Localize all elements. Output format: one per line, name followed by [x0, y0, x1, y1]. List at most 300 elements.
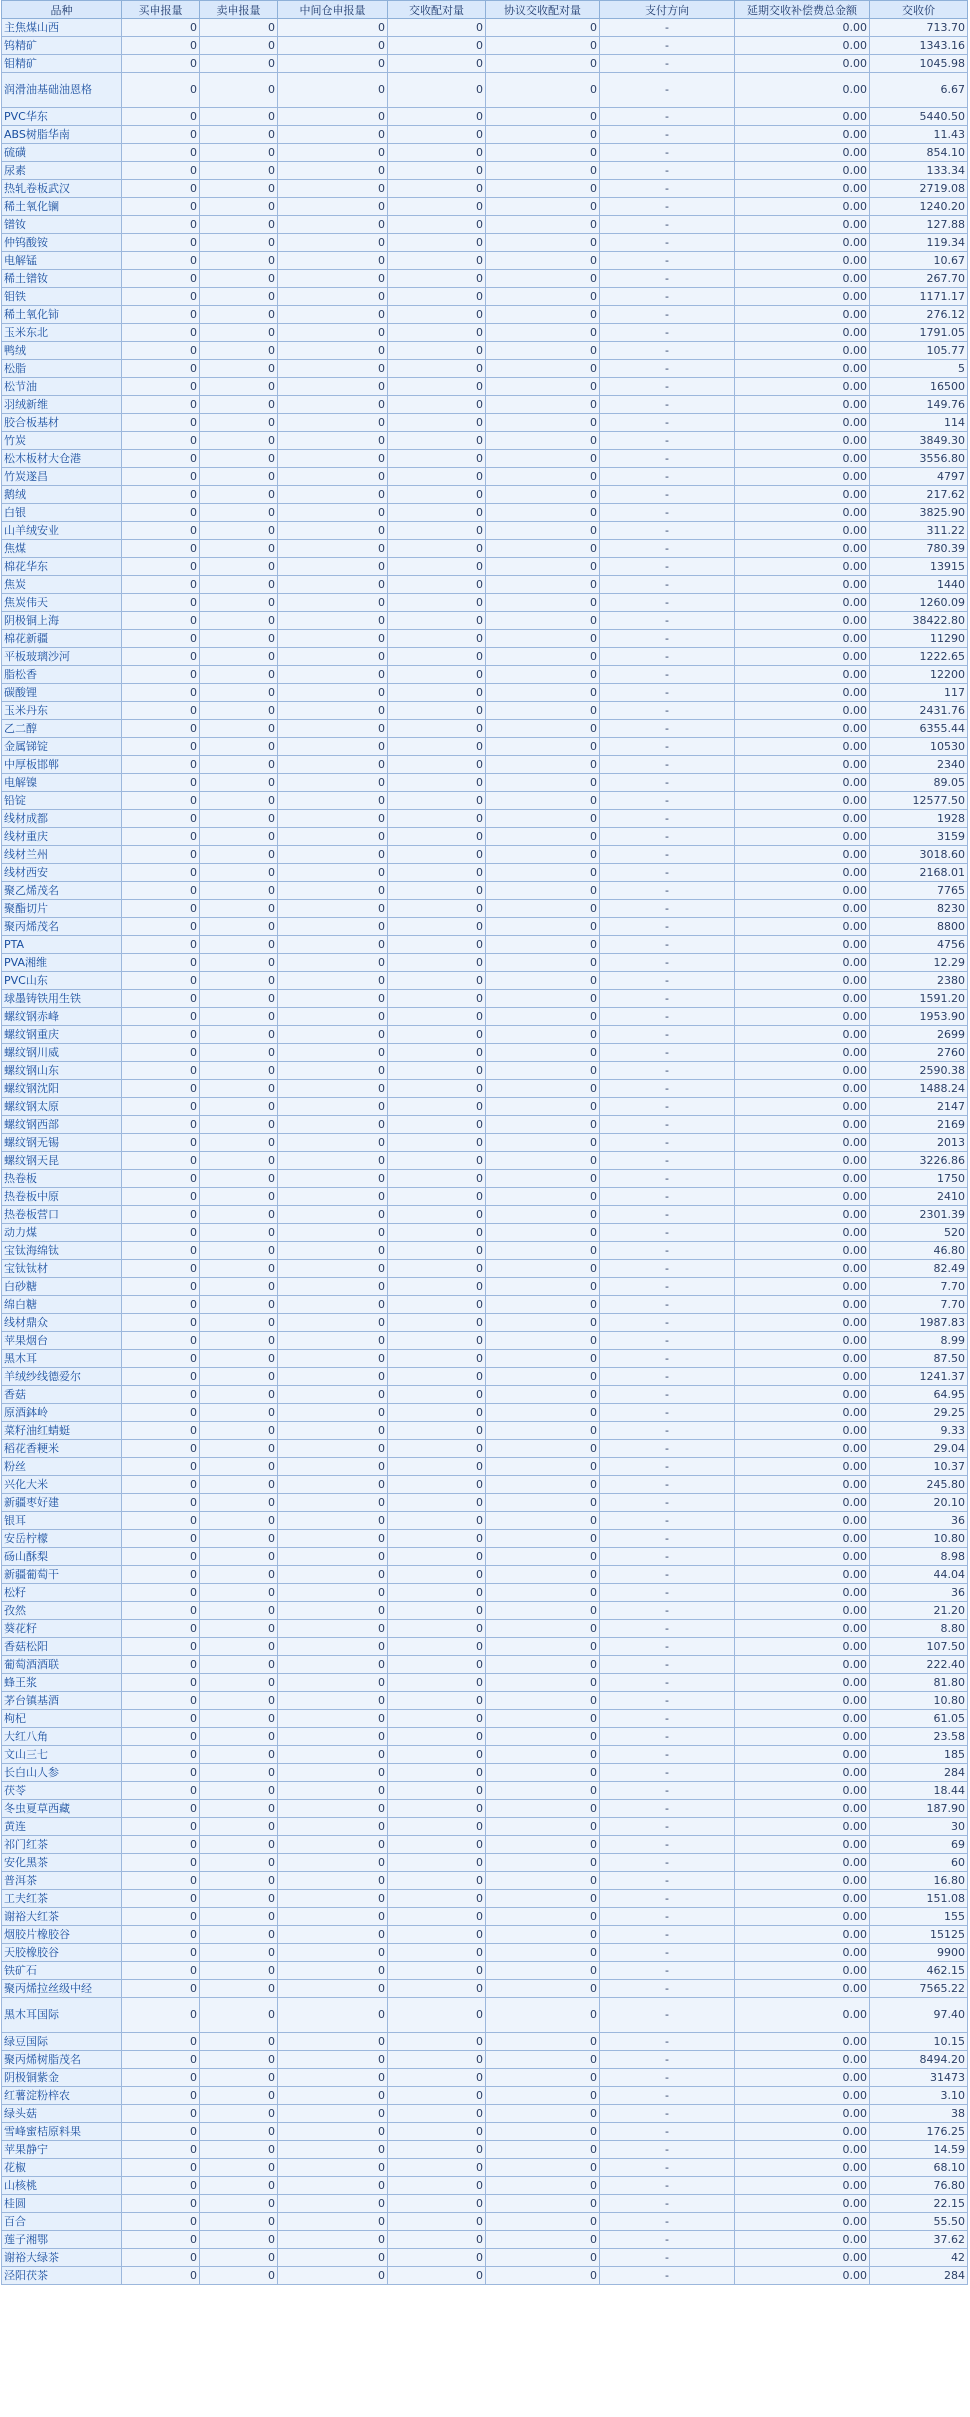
buy-declared-cell: 0 [122, 1386, 200, 1404]
deferred-compensation-cell: 0.00 [735, 1602, 870, 1620]
sell-declared-cell: 0 [200, 450, 278, 468]
deferred-compensation-cell: 0.00 [735, 594, 870, 612]
sell-declared-cell: 0 [200, 864, 278, 882]
table-row [2, 1224, 968, 1242]
agreement-matched-cell: 0 [486, 1296, 600, 1314]
table-row [2, 1944, 968, 1962]
intermediate-declared-cell: 0 [278, 900, 388, 918]
buy-declared-cell: 0 [122, 1134, 200, 1152]
deferred-compensation-cell: 0.00 [735, 1098, 870, 1116]
payment-direction-cell: - [600, 126, 735, 144]
settlement-price-cell: 105.77 [870, 342, 968, 360]
variety-cell: 碳酸锂 [2, 684, 122, 702]
table-row [2, 306, 968, 324]
settlement-price-cell: 97.40 [870, 1998, 968, 2033]
settlement-price-cell: 2013 [870, 1134, 968, 1152]
payment-direction-cell: - [600, 1350, 735, 1368]
header-intermediate-declared: 中间仓申报量 [278, 1, 388, 19]
table-row [2, 486, 968, 504]
intermediate-declared-cell: 0 [278, 2105, 388, 2123]
settlement-price-cell: 176.25 [870, 2123, 968, 2141]
payment-direction-cell: - [600, 288, 735, 306]
sell-declared-cell: 0 [200, 1692, 278, 1710]
buy-declared-cell: 0 [122, 630, 200, 648]
deferred-compensation-cell: 0.00 [735, 1746, 870, 1764]
sell-declared-cell: 0 [200, 1134, 278, 1152]
settlement-price-cell: 119.34 [870, 234, 968, 252]
table-row [2, 1998, 968, 2033]
table-row [2, 1962, 968, 1980]
deferred-compensation-cell: 0.00 [735, 108, 870, 126]
buy-declared-cell: 0 [122, 1584, 200, 1602]
intermediate-declared-cell: 0 [278, 1170, 388, 1188]
settlement-price-cell: 7.70 [870, 1278, 968, 1296]
payment-direction-cell: - [600, 576, 735, 594]
table-row [2, 954, 968, 972]
settlement-price-cell: 107.50 [870, 1638, 968, 1656]
payment-direction-cell: - [600, 1764, 735, 1782]
sell-declared-cell: 0 [200, 1818, 278, 1836]
deferred-compensation-cell: 0.00 [735, 252, 870, 270]
variety-cell: 尿素 [2, 162, 122, 180]
matched-volume-cell: 0 [388, 450, 486, 468]
delivery-settlement-table [1, 0, 968, 2285]
matched-volume-cell: 0 [388, 1836, 486, 1854]
deferred-compensation-cell: 0.00 [735, 2213, 870, 2231]
table-row [2, 1836, 968, 1854]
sell-declared-cell: 0 [200, 1080, 278, 1098]
payment-direction-cell: - [600, 1692, 735, 1710]
deferred-compensation-cell: 0.00 [735, 1908, 870, 1926]
intermediate-declared-cell: 0 [278, 1818, 388, 1836]
sell-declared-cell: 0 [200, 1908, 278, 1926]
deferred-compensation-cell: 0.00 [735, 162, 870, 180]
buy-declared-cell: 0 [122, 2267, 200, 2285]
buy-declared-cell: 0 [122, 1548, 200, 1566]
agreement-matched-cell: 0 [486, 1530, 600, 1548]
deferred-compensation-cell: 0.00 [735, 684, 870, 702]
matched-volume-cell: 0 [388, 1566, 486, 1584]
agreement-matched-cell: 0 [486, 1890, 600, 1908]
variety-cell: 铁矿石 [2, 1962, 122, 1980]
table-row [2, 1044, 968, 1062]
agreement-matched-cell: 0 [486, 684, 600, 702]
variety-cell: 工夫红茶 [2, 1890, 122, 1908]
sell-declared-cell: 0 [200, 1332, 278, 1350]
intermediate-declared-cell: 0 [278, 2051, 388, 2069]
intermediate-declared-cell: 0 [278, 450, 388, 468]
matched-volume-cell: 0 [388, 1008, 486, 1026]
payment-direction-cell: - [600, 1602, 735, 1620]
buy-declared-cell: 0 [122, 1080, 200, 1098]
sell-declared-cell: 0 [200, 2123, 278, 2141]
agreement-matched-cell: 0 [486, 162, 600, 180]
agreement-matched-cell: 0 [486, 1116, 600, 1134]
agreement-matched-cell: 0 [486, 1908, 600, 1926]
table-row [2, 900, 968, 918]
buy-declared-cell: 0 [122, 252, 200, 270]
buy-declared-cell: 0 [122, 1566, 200, 1584]
buy-declared-cell: 0 [122, 882, 200, 900]
table-row [2, 1080, 968, 1098]
agreement-matched-cell: 0 [486, 1008, 600, 1026]
table-row [2, 126, 968, 144]
buy-declared-cell: 0 [122, 1908, 200, 1926]
settlement-price-cell: 4756 [870, 936, 968, 954]
matched-volume-cell: 0 [388, 360, 486, 378]
intermediate-declared-cell: 0 [278, 2249, 388, 2267]
matched-volume-cell: 0 [388, 2195, 486, 2213]
variety-cell: 兴化大米 [2, 1476, 122, 1494]
matched-volume-cell: 0 [388, 1602, 486, 1620]
deferred-compensation-cell: 0.00 [735, 1458, 870, 1476]
agreement-matched-cell: 0 [486, 1134, 600, 1152]
intermediate-declared-cell: 0 [278, 1674, 388, 1692]
deferred-compensation-cell: 0.00 [735, 1314, 870, 1332]
agreement-matched-cell: 0 [486, 864, 600, 882]
settlement-price-cell: 1171.17 [870, 288, 968, 306]
table-row [2, 1926, 968, 1944]
deferred-compensation-cell: 0.00 [735, 1044, 870, 1062]
settlement-price-cell: 3226.86 [870, 1152, 968, 1170]
intermediate-declared-cell: 0 [278, 1008, 388, 1026]
intermediate-declared-cell: 0 [278, 2213, 388, 2231]
agreement-matched-cell: 0 [486, 1548, 600, 1566]
table-row [2, 180, 968, 198]
payment-direction-cell: - [600, 1044, 735, 1062]
buy-declared-cell: 0 [122, 2087, 200, 2105]
intermediate-declared-cell: 0 [278, 126, 388, 144]
sell-declared-cell: 0 [200, 270, 278, 288]
variety-cell: 螺纹钢太原 [2, 1098, 122, 1116]
intermediate-declared-cell: 0 [278, 468, 388, 486]
matched-volume-cell: 0 [388, 1188, 486, 1206]
agreement-matched-cell: 0 [486, 306, 600, 324]
buy-declared-cell: 0 [122, 378, 200, 396]
buy-declared-cell: 0 [122, 576, 200, 594]
deferred-compensation-cell: 0.00 [735, 972, 870, 990]
buy-declared-cell: 0 [122, 1494, 200, 1512]
intermediate-declared-cell: 0 [278, 1476, 388, 1494]
sell-declared-cell: 0 [200, 1926, 278, 1944]
matched-volume-cell: 0 [388, 2051, 486, 2069]
variety-cell: 主焦煤山西 [2, 19, 122, 37]
deferred-compensation-cell: 0.00 [735, 396, 870, 414]
sell-declared-cell: 0 [200, 234, 278, 252]
sell-declared-cell: 0 [200, 414, 278, 432]
deferred-compensation-cell: 0.00 [735, 234, 870, 252]
agreement-matched-cell: 0 [486, 198, 600, 216]
agreement-matched-cell: 0 [486, 756, 600, 774]
payment-direction-cell: - [600, 1908, 735, 1926]
sell-declared-cell: 0 [200, 1746, 278, 1764]
matched-volume-cell: 0 [388, 1260, 486, 1278]
matched-volume-cell: 0 [388, 1404, 486, 1422]
table-row [2, 990, 968, 1008]
payment-direction-cell: - [600, 2141, 735, 2159]
intermediate-declared-cell: 0 [278, 1116, 388, 1134]
variety-cell: 香菇 [2, 1386, 122, 1404]
deferred-compensation-cell: 0.00 [735, 1494, 870, 1512]
intermediate-declared-cell: 0 [278, 360, 388, 378]
variety-cell: 文山三七 [2, 1746, 122, 1764]
payment-direction-cell: - [600, 360, 735, 378]
agreement-matched-cell: 0 [486, 1242, 600, 1260]
table-row [2, 1872, 968, 1890]
matched-volume-cell: 0 [388, 1278, 486, 1296]
intermediate-declared-cell: 0 [278, 738, 388, 756]
payment-direction-cell: - [600, 1530, 735, 1548]
variety-cell: 热卷板营口 [2, 1206, 122, 1224]
sell-declared-cell: 0 [200, 702, 278, 720]
matched-volume-cell: 0 [388, 576, 486, 594]
deferred-compensation-cell: 0.00 [735, 468, 870, 486]
agreement-matched-cell: 0 [486, 2177, 600, 2195]
intermediate-declared-cell: 0 [278, 324, 388, 342]
agreement-matched-cell: 0 [486, 1278, 600, 1296]
table-row [2, 2123, 968, 2141]
sell-declared-cell: 0 [200, 216, 278, 234]
deferred-compensation-cell: 0.00 [735, 1386, 870, 1404]
table-row [2, 2033, 968, 2051]
payment-direction-cell: - [600, 972, 735, 990]
buy-declared-cell: 0 [122, 1530, 200, 1548]
deferred-compensation-cell: 0.00 [735, 810, 870, 828]
intermediate-declared-cell: 0 [278, 1350, 388, 1368]
payment-direction-cell: - [600, 2105, 735, 2123]
intermediate-declared-cell: 0 [278, 1872, 388, 1890]
table-row [2, 666, 968, 684]
matched-volume-cell: 0 [388, 1152, 486, 1170]
table-row [2, 1548, 968, 1566]
payment-direction-cell: - [600, 486, 735, 504]
intermediate-declared-cell: 0 [278, 2141, 388, 2159]
matched-volume-cell: 0 [388, 1458, 486, 1476]
variety-cell: 雪峰蜜桔原料果 [2, 2123, 122, 2141]
deferred-compensation-cell: 0.00 [735, 1962, 870, 1980]
settlement-price-cell: 36 [870, 1512, 968, 1530]
settlement-price-cell: 4797 [870, 468, 968, 486]
sell-declared-cell: 0 [200, 288, 278, 306]
payment-direction-cell: - [600, 1854, 735, 1872]
settlement-price-cell: 89.05 [870, 774, 968, 792]
payment-direction-cell: - [600, 252, 735, 270]
table-row [2, 1674, 968, 1692]
variety-cell: 聚丙烯树脂茂名 [2, 2051, 122, 2069]
sell-declared-cell: 0 [200, 2213, 278, 2231]
payment-direction-cell: - [600, 1656, 735, 1674]
buy-declared-cell: 0 [122, 162, 200, 180]
variety-cell: 稀土氧化铈 [2, 306, 122, 324]
table-row [2, 1854, 968, 1872]
buy-declared-cell: 0 [122, 19, 200, 37]
deferred-compensation-cell: 0.00 [735, 2051, 870, 2069]
settlement-price-cell: 3159 [870, 828, 968, 846]
sell-declared-cell: 0 [200, 2105, 278, 2123]
buy-declared-cell: 0 [122, 1890, 200, 1908]
payment-direction-cell: - [600, 1926, 735, 1944]
settlement-price-cell: 7765 [870, 882, 968, 900]
table-row [2, 1368, 968, 1386]
table-row [2, 270, 968, 288]
sell-declared-cell: 0 [200, 396, 278, 414]
buy-declared-cell: 0 [122, 2105, 200, 2123]
payment-direction-cell: - [600, 1980, 735, 1998]
payment-direction-cell: - [600, 1332, 735, 1350]
matched-volume-cell: 0 [388, 2177, 486, 2195]
sell-declared-cell: 0 [200, 1458, 278, 1476]
variety-cell: 聚乙烯茂名 [2, 882, 122, 900]
sell-declared-cell: 0 [200, 198, 278, 216]
table-row [2, 1494, 968, 1512]
buy-declared-cell: 0 [122, 180, 200, 198]
variety-cell: ABS树脂华南 [2, 126, 122, 144]
table-row [2, 360, 968, 378]
matched-volume-cell: 0 [388, 630, 486, 648]
agreement-matched-cell: 0 [486, 918, 600, 936]
buy-declared-cell: 0 [122, 1782, 200, 1800]
settlement-price-cell: 8.80 [870, 1620, 968, 1638]
variety-cell: 大红八角 [2, 1728, 122, 1746]
agreement-matched-cell: 0 [486, 828, 600, 846]
deferred-compensation-cell: 0.00 [735, 1854, 870, 1872]
table-row [2, 576, 968, 594]
intermediate-declared-cell: 0 [278, 2231, 388, 2249]
buy-declared-cell: 0 [122, 1224, 200, 1242]
deferred-compensation-cell: 0.00 [735, 1440, 870, 1458]
buy-declared-cell: 0 [122, 1152, 200, 1170]
table-row [2, 19, 968, 37]
settlement-price-cell: 3018.60 [870, 846, 968, 864]
variety-cell: 百合 [2, 2213, 122, 2231]
deferred-compensation-cell: 0.00 [735, 1260, 870, 1278]
intermediate-declared-cell: 0 [278, 396, 388, 414]
variety-cell: PTA [2, 936, 122, 954]
matched-volume-cell: 0 [388, 648, 486, 666]
sell-declared-cell: 0 [200, 882, 278, 900]
intermediate-declared-cell: 0 [278, 756, 388, 774]
intermediate-declared-cell: 0 [278, 540, 388, 558]
intermediate-declared-cell: 0 [278, 1440, 388, 1458]
agreement-matched-cell: 0 [486, 1746, 600, 1764]
variety-cell: 松籽 [2, 1584, 122, 1602]
sell-declared-cell: 0 [200, 972, 278, 990]
intermediate-declared-cell: 0 [278, 846, 388, 864]
payment-direction-cell: - [600, 19, 735, 37]
variety-cell: PVC华东 [2, 108, 122, 126]
table-row [2, 2267, 968, 2285]
table-row [2, 1440, 968, 1458]
payment-direction-cell: - [600, 1080, 735, 1098]
matched-volume-cell: 0 [388, 954, 486, 972]
settlement-price-cell: 11290 [870, 630, 968, 648]
table-row [2, 522, 968, 540]
intermediate-declared-cell: 0 [278, 216, 388, 234]
settlement-price-cell: 1928 [870, 810, 968, 828]
intermediate-declared-cell: 0 [278, 1206, 388, 1224]
sell-declared-cell: 0 [200, 2195, 278, 2213]
matched-volume-cell: 0 [388, 2159, 486, 2177]
matched-volume-cell: 0 [388, 738, 486, 756]
deferred-compensation-cell: 0.00 [735, 306, 870, 324]
intermediate-declared-cell: 0 [278, 558, 388, 576]
settlement-price-cell: 3849.30 [870, 432, 968, 450]
payment-direction-cell: - [600, 432, 735, 450]
deferred-compensation-cell: 0.00 [735, 360, 870, 378]
matched-volume-cell: 0 [388, 1944, 486, 1962]
intermediate-declared-cell: 0 [278, 1080, 388, 1098]
sell-declared-cell: 0 [200, 2231, 278, 2249]
sell-declared-cell: 0 [200, 2249, 278, 2267]
deferred-compensation-cell: 0.00 [735, 1620, 870, 1638]
deferred-compensation-cell: 0.00 [735, 180, 870, 198]
variety-cell: 宝钛钛材 [2, 1260, 122, 1278]
agreement-matched-cell: 0 [486, 1944, 600, 1962]
agreement-matched-cell: 0 [486, 2195, 600, 2213]
agreement-matched-cell: 0 [486, 900, 600, 918]
deferred-compensation-cell: 0.00 [735, 1980, 870, 1998]
deferred-compensation-cell: 0.00 [735, 2249, 870, 2267]
sell-declared-cell: 0 [200, 936, 278, 954]
sell-declared-cell: 0 [200, 1422, 278, 1440]
payment-direction-cell: - [600, 180, 735, 198]
intermediate-declared-cell: 0 [278, 1836, 388, 1854]
buy-declared-cell: 0 [122, 684, 200, 702]
table-row [2, 774, 968, 792]
settlement-price-cell: 2699 [870, 1026, 968, 1044]
deferred-compensation-cell: 0.00 [735, 2267, 870, 2285]
matched-volume-cell: 0 [388, 558, 486, 576]
variety-cell: 线材鼎众 [2, 1314, 122, 1332]
buy-declared-cell: 0 [122, 2231, 200, 2249]
settlement-price-cell: 133.34 [870, 162, 968, 180]
variety-cell: 螺纹钢无锡 [2, 1134, 122, 1152]
table-row [2, 1188, 968, 1206]
settlement-price-cell: 20.10 [870, 1494, 968, 1512]
sell-declared-cell: 0 [200, 55, 278, 73]
agreement-matched-cell: 0 [486, 1692, 600, 1710]
settlement-price-cell: 9.33 [870, 1422, 968, 1440]
table-row [2, 1530, 968, 1548]
settlement-price-cell: 46.80 [870, 1242, 968, 1260]
matched-volume-cell: 0 [388, 19, 486, 37]
variety-cell: 鸭绒 [2, 342, 122, 360]
sell-declared-cell: 0 [200, 1062, 278, 1080]
table-row [2, 1170, 968, 1188]
variety-cell: 蜂王浆 [2, 1674, 122, 1692]
sell-declared-cell: 0 [200, 1026, 278, 1044]
header-settlement-price: 交收价 [870, 1, 968, 19]
payment-direction-cell: - [600, 1278, 735, 1296]
payment-direction-cell: - [600, 504, 735, 522]
intermediate-declared-cell: 0 [278, 1314, 388, 1332]
matched-volume-cell: 0 [388, 1800, 486, 1818]
settlement-price-cell: 6355.44 [870, 720, 968, 738]
agreement-matched-cell: 0 [486, 1728, 600, 1746]
matched-volume-cell: 0 [388, 1782, 486, 1800]
matched-volume-cell: 0 [388, 342, 486, 360]
agreement-matched-cell: 0 [486, 1476, 600, 1494]
matched-volume-cell: 0 [388, 702, 486, 720]
sell-declared-cell: 0 [200, 1890, 278, 1908]
buy-declared-cell: 0 [122, 720, 200, 738]
table-row [2, 1800, 968, 1818]
sell-declared-cell: 0 [200, 1584, 278, 1602]
buy-declared-cell: 0 [122, 1404, 200, 1422]
intermediate-declared-cell: 0 [278, 1260, 388, 1278]
matched-volume-cell: 0 [388, 540, 486, 558]
table-row [2, 378, 968, 396]
